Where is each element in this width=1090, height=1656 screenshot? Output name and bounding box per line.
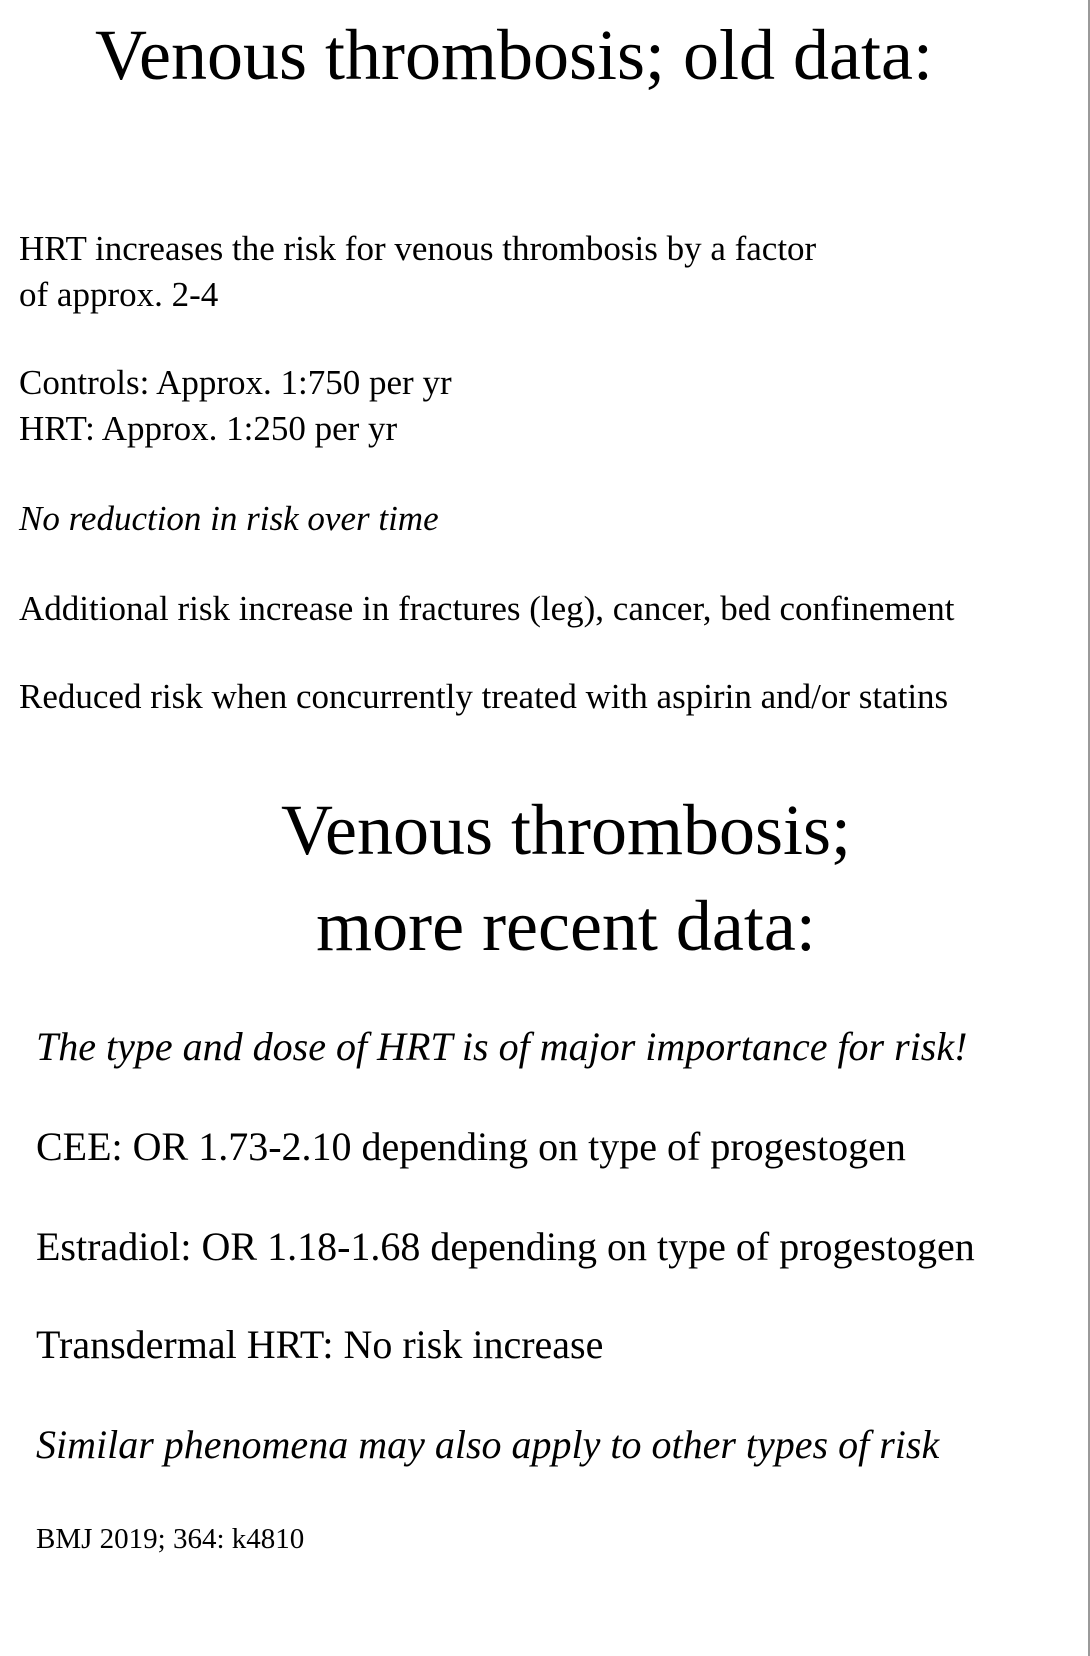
- hrt-rate-line: HRT: Approx. 1:250 per yr: [19, 409, 398, 448]
- slide-2-title: [0, 782, 1090, 974]
- similar-phenomena-line: Similar phenomena may also apply to other types of risk: [36, 1422, 940, 1467]
- cee-odds-ratio-line: CEE: OR 1.73-2.10 depending on type of progestogen: [36, 1124, 906, 1169]
- transdermal-hrt-line: Transdermal HRT: No risk increase: [36, 1322, 604, 1367]
- additional-risk-line: Additional risk increase in fractures (leg), cancer, bed confinement: [19, 589, 955, 628]
- estradiol-odds-ratio-line: Estradiol: OR 1.18-1.68 depending on type of progestogen: [36, 1224, 975, 1269]
- slide-2-title-line-1: Venous thrombosis;: [280, 790, 852, 870]
- slide-2-title-line-2: more recent data:: [316, 886, 816, 966]
- controls-rate-line: Controls: Approx. 1:750 per yr: [19, 363, 452, 402]
- slide-1-title: Venous thrombosis; old data:: [95, 15, 933, 95]
- slide-old-data: [0, 0, 1088, 760]
- hrt-risk-factor-line-2: of approx. 2-4: [19, 275, 219, 314]
- slide-recent-data: [0, 760, 1088, 1656]
- reference-citation: BMJ 2019; 364: k4810: [36, 1523, 305, 1555]
- reduced-risk-line: Reduced risk when concurrently treated with aspirin and/or statins: [19, 677, 949, 716]
- type-dose-importance-line: The type and dose of HRT is of major importance for risk!: [36, 1024, 968, 1069]
- hrt-risk-factor-line-1: HRT increases the risk for venous thrombosis by a factor: [19, 229, 817, 268]
- no-reduction-line: No reduction in risk over time: [19, 499, 439, 538]
